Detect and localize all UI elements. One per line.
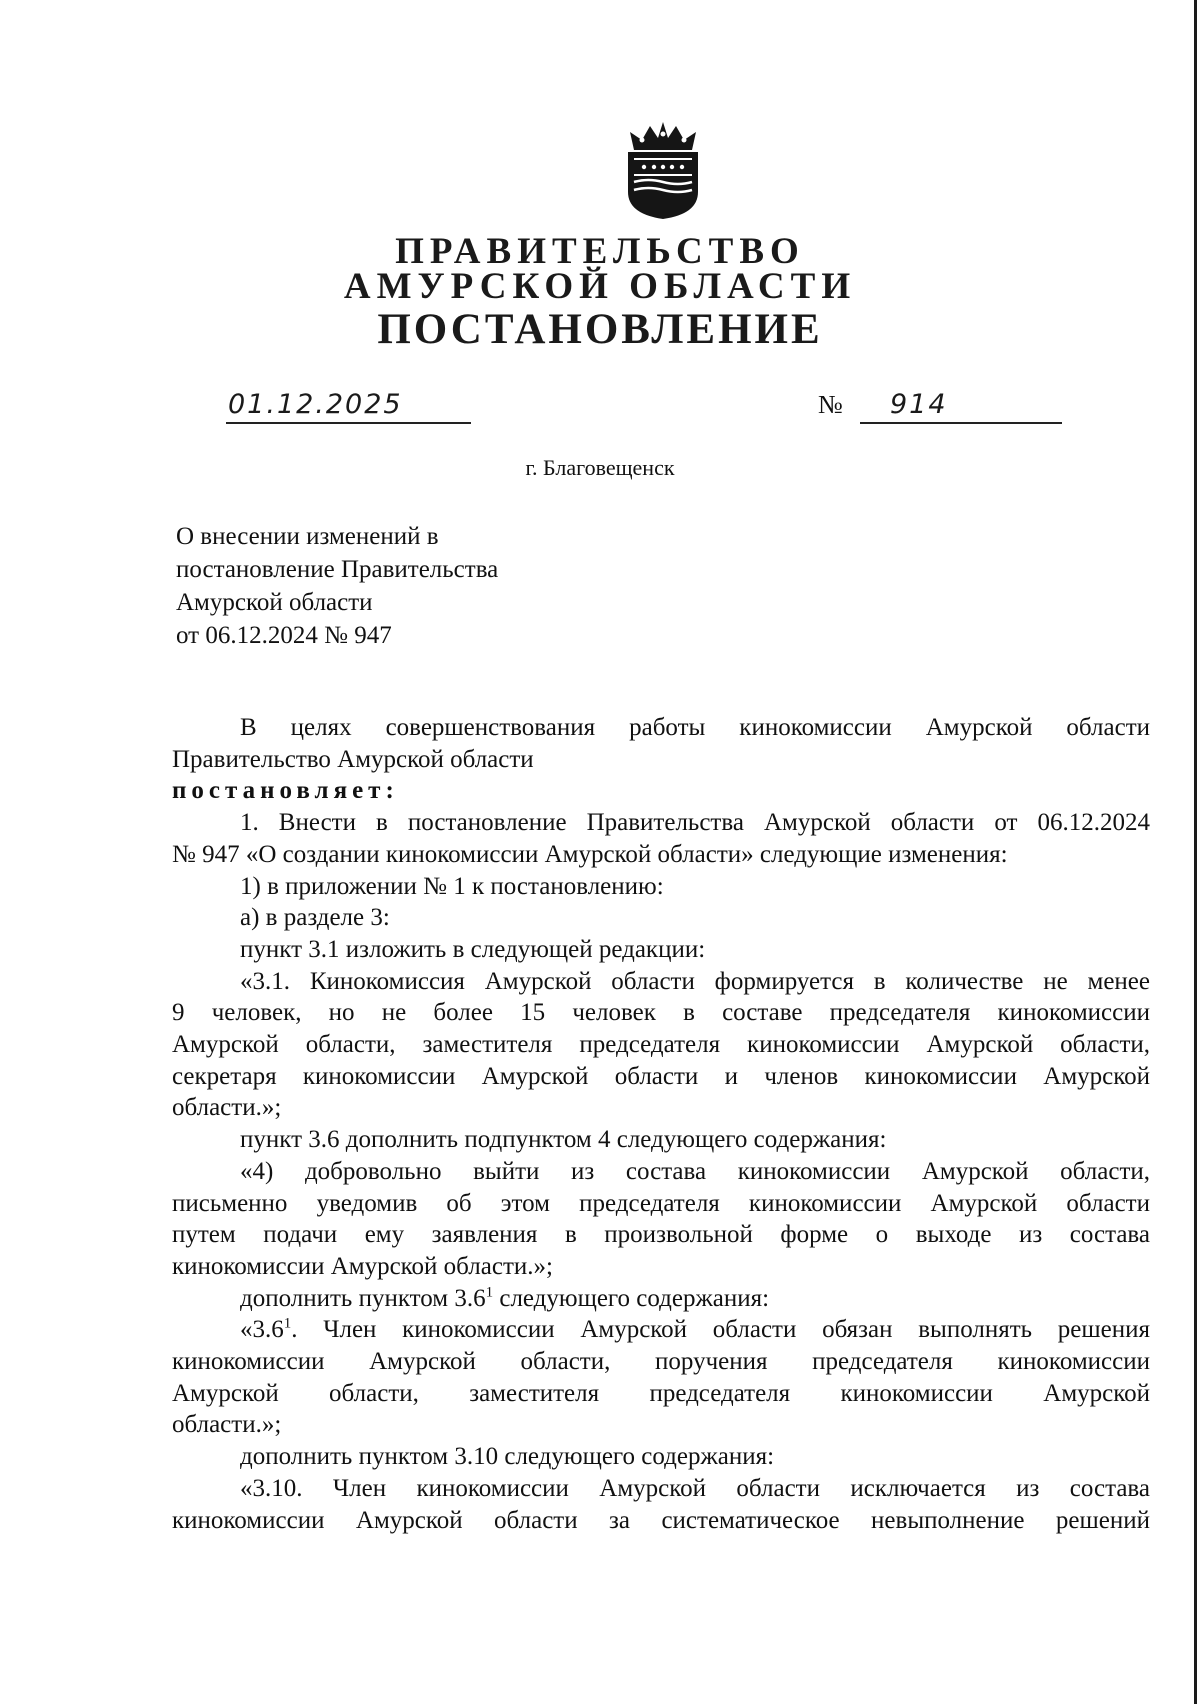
date-field [226, 388, 471, 424]
body-line: письменно уведомив об этом председателя кинокомиссии Амурской области [172, 1189, 1150, 1217]
body-line: области.»; [172, 1094, 282, 1122]
superscript: 1 [485, 1284, 494, 1301]
coat-of-arms-icon [620, 120, 706, 220]
body-line: «4) добровольно выйти из состава кинокомиссии Амурской области, [240, 1157, 1150, 1185]
body-line: кинокомиссии Амурской области.»; [172, 1252, 553, 1280]
city-name: г. Благовещенск [525, 455, 675, 480]
body-line: «3.1. Кинокомиссия Амурской области формируется в количестве не менее [240, 967, 1150, 995]
number-field [860, 388, 1062, 424]
body-line: области.»; [172, 1411, 282, 1439]
body-line: путем подачи ему заявления в произвольной форме о выходе из состава [172, 1221, 1150, 1249]
resolves-keyword: постановляет: [172, 777, 399, 805]
text-span: следующего содержания: [493, 1284, 770, 1312]
body-line [172, 1283, 1150, 1315]
text-span: «3.6 [240, 1316, 284, 1344]
body-line: В целях совершенствования работы кинокомиссии Амурской области [240, 714, 1150, 741]
body-line: дополнить пунктом 3.10 следующего содержания: [240, 1443, 775, 1471]
body-line: пункт 3.1 изложить в следующей редакции: [240, 935, 706, 963]
body-line: пункт 3.6 дополнить подпунктом 4 следующего содержания: [240, 1126, 887, 1154]
superscript: 1 [283, 1316, 292, 1333]
body-line: кинокомиссии Амурской области, поручения председателя кинокомиссии [172, 1348, 1150, 1376]
body-line: Амурской области, заместителя председателя кинокомиссии Амурской области, [172, 1031, 1150, 1059]
body-line: 1) в приложении № 1 к постановлению: [240, 872, 664, 900]
handwritten-number: 914 [890, 389, 948, 420]
subject-line: от 06.12.2024 № 947 [176, 622, 392, 649]
subject-line: постановление Правительства [176, 556, 499, 583]
subject-line: Амурской области [176, 589, 373, 616]
body-line: кинокомиссии Амурской области за систематическое невыполнение решений [172, 1506, 1150, 1534]
organization-name-line2: АМУРСКОЙ ОБЛАСТИ [343, 266, 857, 307]
body-line: Правительство Амурской области [172, 745, 534, 773]
document-type-title: ПОСТАНОВЛЕНИЕ [377, 306, 823, 353]
body-line: № 947 «О создании кинокомиссии Амурской области» следующие изменения: [172, 840, 1008, 868]
body-line: Амурской области, заместителя председателя кинокомиссии Амурской [172, 1379, 1150, 1407]
handwritten-date: 01.12.2025 [228, 389, 403, 420]
body-line [172, 1314, 1150, 1346]
text-span: . Член кинокомиссии Амурской области обязан выполнять решения [291, 1316, 1150, 1344]
body-line: а) в разделе 3: [240, 904, 390, 932]
document-subject [176, 520, 498, 652]
body-line: секретаря кинокомиссии Амурской области и членов кинокомиссии Амурской [172, 1062, 1150, 1090]
organization-name-line1: ПРАВИТЕЛЬСТВО [395, 231, 805, 272]
subject-line: О внесении изменений в [176, 523, 439, 550]
body-line: 9 человек, но не более 15 человек в составе председателя кинокомиссии [172, 999, 1150, 1027]
text-span: дополнить пунктом 3.6 [240, 1284, 486, 1312]
body-line: 1. Внести в постановление Правительства Амурской области от 06.12.2024 [240, 809, 1150, 837]
number-label: № [818, 390, 843, 419]
document-body [172, 712, 1150, 1536]
body-line: «3.10. Член кинокомиссии Амурской области исключается из состава [240, 1474, 1150, 1502]
